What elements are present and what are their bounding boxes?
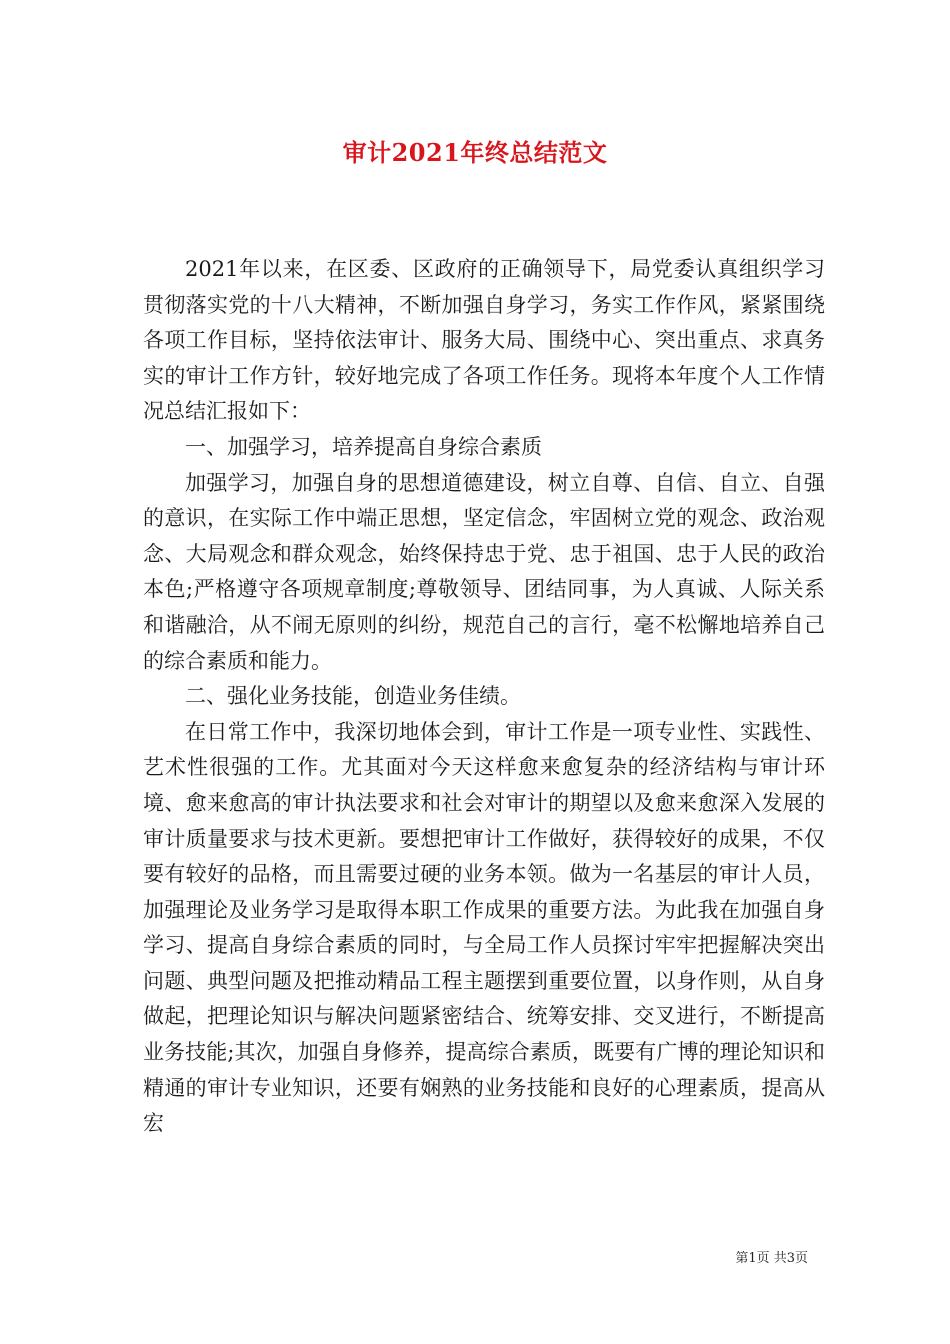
section-heading-2: 二、强化业务技能，创造业务佳绩。 (185, 684, 521, 709)
page-number: 第1页 共3页 (735, 1251, 808, 1266)
document-body (143, 252, 825, 1142)
section-2-paragraph: 在日常工作中，我深切地体会到，审计工作是一项专业性、实践性、艺术性很强的工作。尤其面对今天这样愈来愈复杂的经济结构与审计环境、愈来愈高的审计执法要求和社会对审计的期望以及愈来愈深入发展的审计质量要求与技术更新。要想把审计工作做好，获得较好的成果，不仅要有较好的品格，而且需要过硬的业务本领。做为一名基层的审计人员，加强理论及业务学习是取得本职工作成果的重要方法。为此我在加强自身学习、提高自身综合素质的同时，与全局工作人员探讨牢牢把握解决突出问题、典型问题及把推动精品工程主题摆到重要位置，以身作则，从自身做起，把理论知识与解决问题紧密结合、统筹安排、交叉进行，不断提高业务技能;其次，加强自身修养，提高综合素质，既要有广博的理论知识和精通的审计专业知识，还要有娴熟的业务技能和良好的心理素质，提高从宏 (143, 719, 825, 1136)
section-heading-1: 一、加强学习，培养提高自身综合素质 (185, 434, 542, 459)
intro-paragraph: 2021年以来，在区委、区政府的正确领导下，局党委认真组织学习贯彻落实党的十八大精神，不断加强自身学习，务实工作作风，紧紧围绕各项工作目标，坚持依法审计、服务大局、围绕中心、突出重点、求真务实的审计工作方针，较好地完成了各项工作任务。现将本年度个人工作情况总结汇报如下： (143, 257, 825, 424)
page-title: 审计2021年终总结范文 (342, 138, 608, 167)
section-1-paragraph: 加强学习，加强自身的思想道德建设，树立自尊、自信、自立、自强的意识，在实际工作中端正思想，坚定信念，牢固树立党的观念、政治观念、大局观念和群众观念，始终保持忠于党、忠于祖国、忠于人民的政治本色;严格遵守各项规章制度;尊敬领导、团结同事，为人真诚、人际关系和谐融洽，从不闹无原则的纠纷，规范自己的言行，毫不松懈地培养自己的综合素质和能力。 (143, 470, 825, 673)
